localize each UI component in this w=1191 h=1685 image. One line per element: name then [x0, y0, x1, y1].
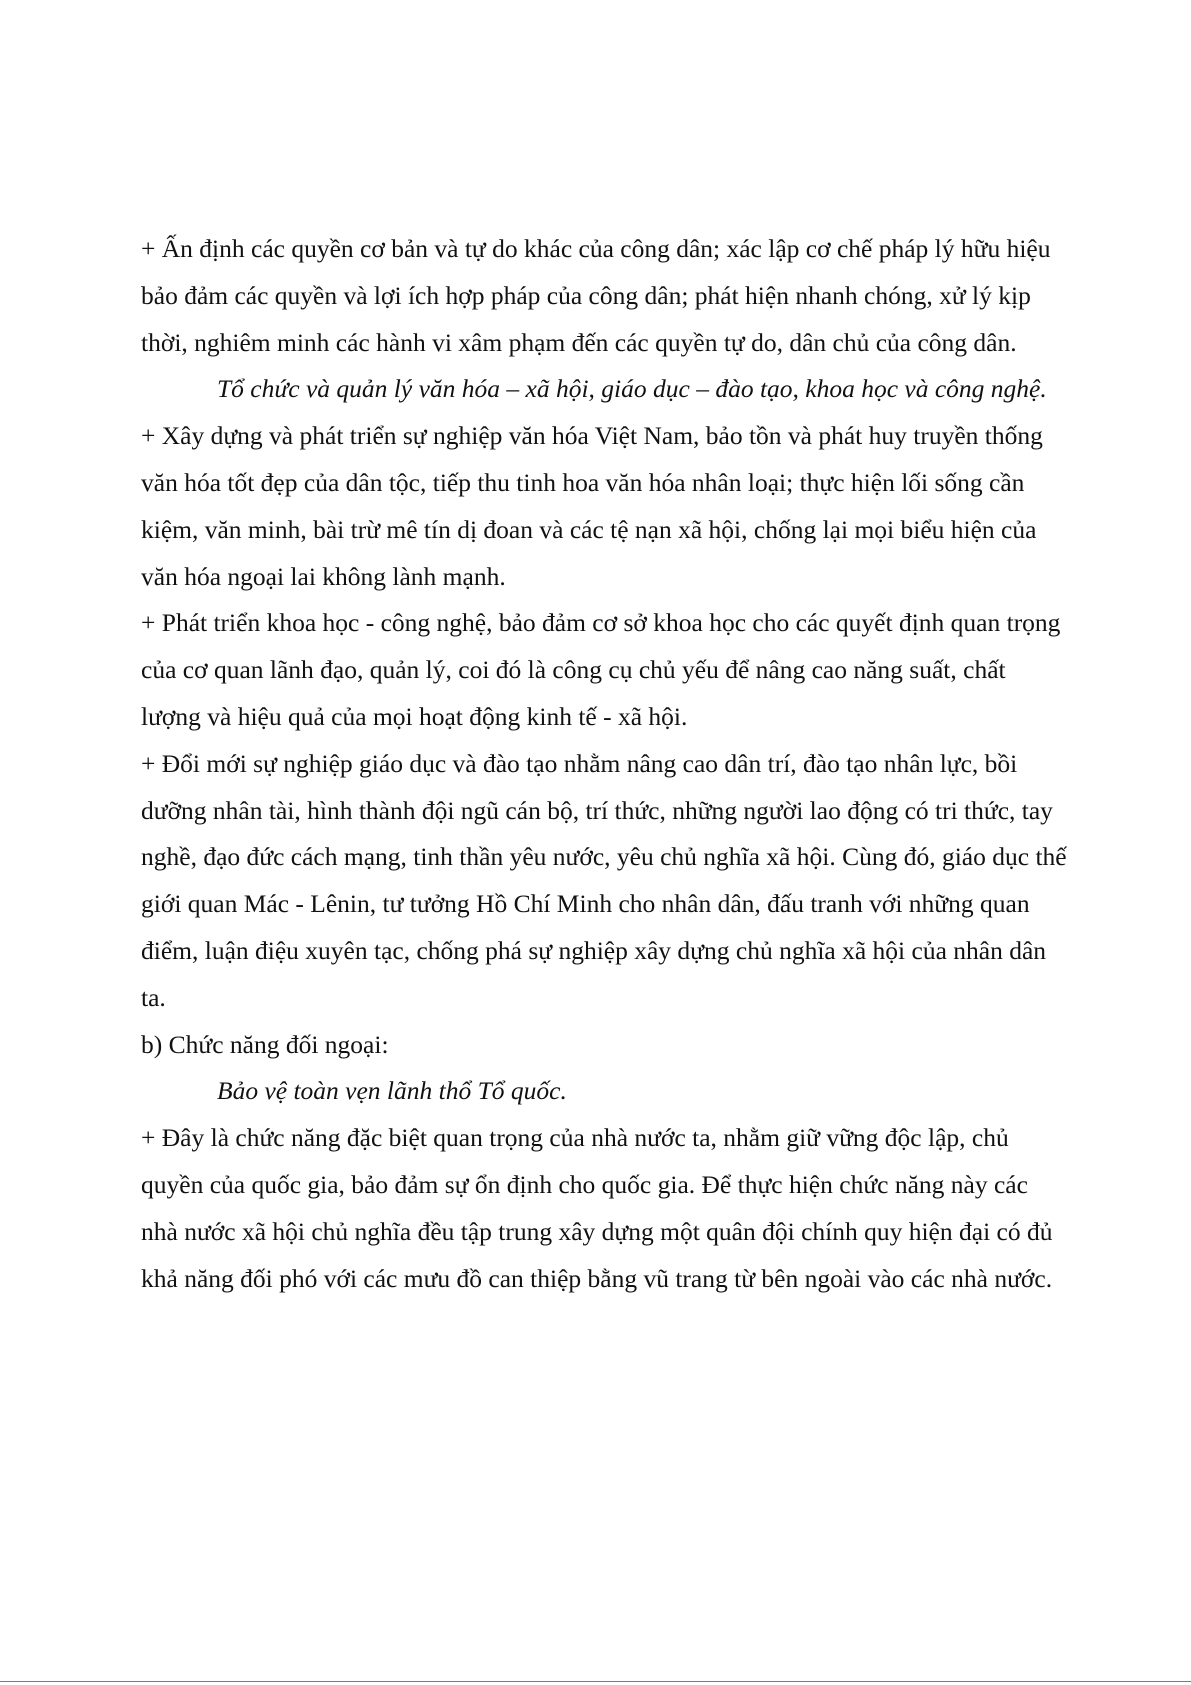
page-bottom-divider — [0, 1681, 1191, 1682]
paragraph-education-training: + Đổi mới sự nghiệp giáo dục và đào tạo nhằm nâng cao dân trí, đào tạo nhân lực, bồi dưỡng nhân tài, hình thành đội ngũ cán bộ, trí thức, những người lao động có tri thức, tay nghề, đạo đức cách mạng, tinh thần yêu nước, yêu chủ nghĩa xã hội. Cùng đó, giáo dục thế giới quan Mác - Lênin, tư tưởng Hồ Chí Minh cho nhân dân, đấu tranh với những quan điểm, luận điệu xuyên tạc, chống phá sự nghiệp xây dựng chủ nghĩa xã hội của nhân dân ta. — [141, 748, 1067, 1012]
paragraph-culture: + Xây dựng và phát triển sự nghiệp văn hóa Việt Nam, bảo tồn và phát huy truyền thống văn hóa tốt đẹp của dân tộc, tiếp thu tinh hoa văn hóa nhân loại; thực hiện lối sống cần kiệm, văn minh, bài trừ mê tín dị đoan và các tệ nạn xã hội, chống lại mọi biểu hiện của văn hóa ngoại lai không lành mạnh. — [141, 421, 1043, 591]
subheading-culture-education-science: Tổ chức và quản lý văn hóa – xã hội, giáo dục – đào tạo, khoa học và công nghệ. — [217, 374, 1047, 404]
section-heading-external-functions: b) Chức năng đối ngoại: — [141, 1029, 389, 1059]
subheading-territorial-integrity: Bảo vệ toàn vẹn lãnh thổ Tổ quốc. — [217, 1076, 567, 1106]
paragraph-citizen-rights: + Ấn định các quyền cơ bản và tự do khác của công dân; xác lập cơ chế pháp lý hữu hiệu bảo đảm các quyền và lợi ích hợp pháp của công dân; phát hiện nhanh chóng, xử lý kịp thời, nghiêm minh các hành vi xâm phạm đến các quyền tự do, dân chủ của công dân. — [141, 234, 1051, 357]
document-body — [141, 226, 1071, 1302]
paragraph-science-technology: + Phát triển khoa học - công nghệ, bảo đảm cơ sở khoa học cho các quyết định quan trọng của cơ quan lãnh đạo, quản lý, coi đó là công cụ chủ yếu để nâng cao năng suất, chất lượng và hiệu quả của mọi hoạt động kinh tế - xã hội. — [141, 608, 1061, 731]
paragraph-national-defense: + Đây là chức năng đặc biệt quan trọng của nhà nước ta, nhằm giữ vững độc lập, chủ quyền của quốc gia, bảo đảm sự ổn định cho quốc gia. Để thực hiện chức năng này các nhà nước xã hội chủ nghĩa đều tập trung xây dựng một quân đội chính quy hiện đại có đủ khả năng đối phó với các mưu đồ can thiệp bằng vũ trang từ bên ngoài vào các nhà nước. — [141, 1123, 1053, 1293]
